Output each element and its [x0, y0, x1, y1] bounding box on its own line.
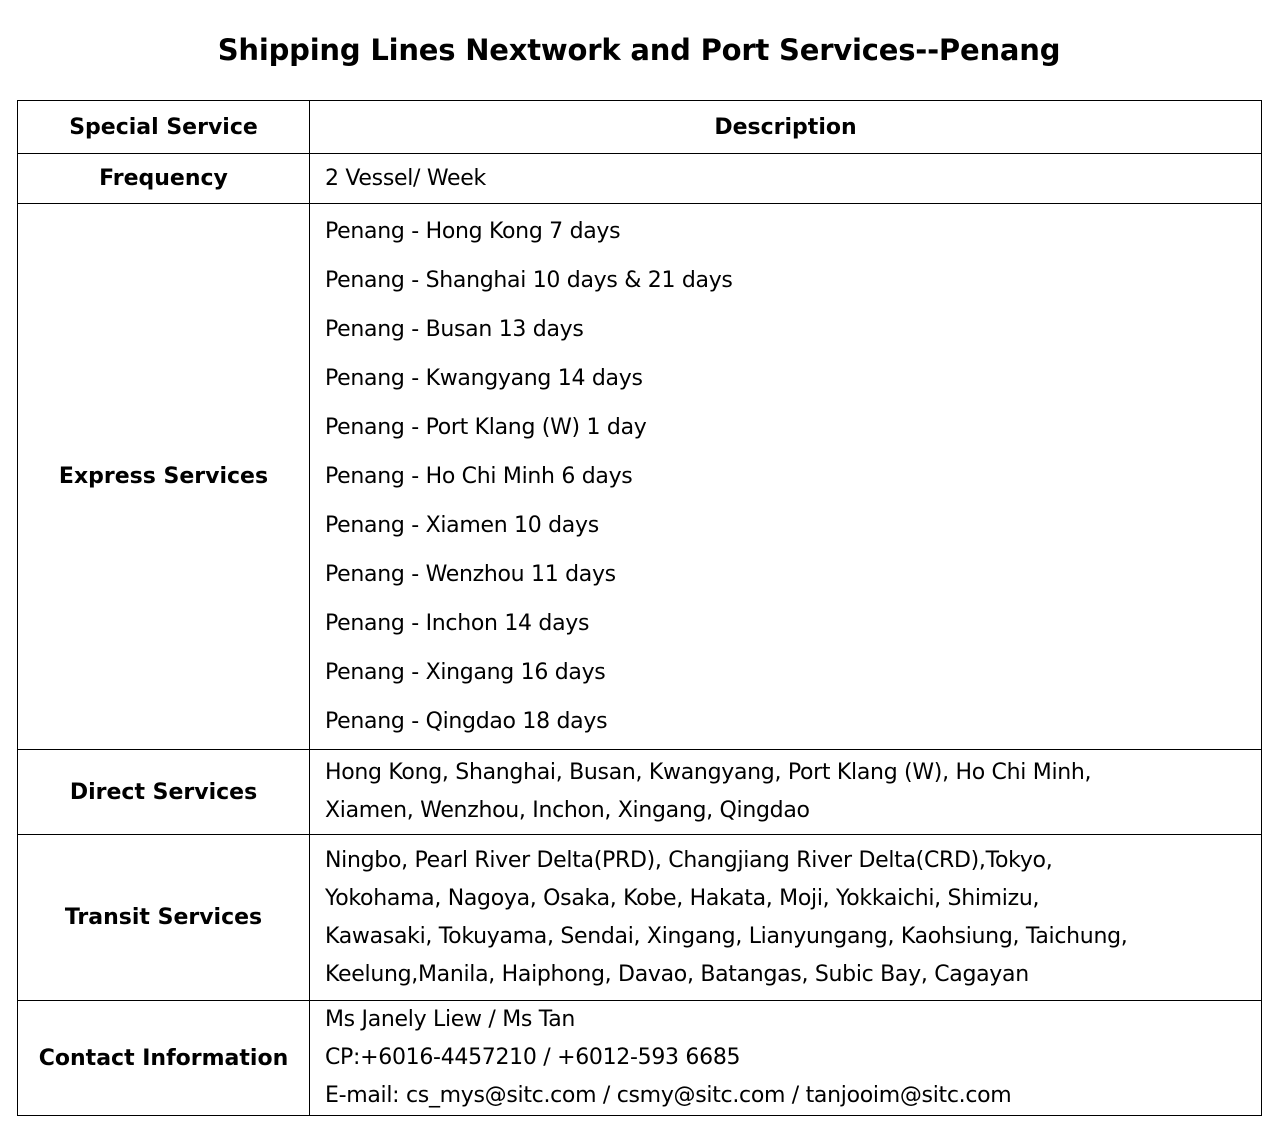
- route-item: Penang - Busan 13 days: [325, 317, 584, 342]
- route-item: Penang - Ho Chi Minh 6 days: [325, 464, 633, 489]
- route-item: Penang - Port Klang (W) 1 day: [325, 415, 647, 440]
- route-item: Penang - Qingdao 18 days: [325, 709, 608, 734]
- header-special-service: Special Service: [18, 101, 310, 154]
- frequency-label: Frequency: [18, 154, 310, 204]
- contact-label: Contact Information: [18, 1001, 310, 1116]
- frequency-text: 2 Vessel/ Week: [325, 166, 486, 191]
- direct-ports: [310, 750, 1262, 835]
- route-item: Penang - Xingang 16 days: [325, 660, 606, 685]
- frequency-value: [310, 154, 1262, 204]
- table-row-express: [18, 204, 1262, 750]
- route-item: Penang - Xiamen 10 days: [325, 513, 599, 538]
- table-row-transit: [18, 835, 1262, 1001]
- route-item: Penang - Wenzhou 11 days: [325, 562, 616, 587]
- table-row-frequency: [18, 154, 1262, 204]
- route-item: Penang - Kwangyang 14 days: [325, 366, 643, 391]
- transit-ports-line: Yokohama, Nagoya, Osaka, Kobe, Hakata, Moji, Yokkaichi, Shimizu,: [325, 885, 1040, 911]
- route-item: Penang - Inchon 14 days: [325, 611, 590, 636]
- express-routes: [310, 204, 1262, 750]
- header-description: Description: [310, 101, 1262, 154]
- transit-ports: [310, 835, 1262, 1001]
- table-row-direct: [18, 750, 1262, 835]
- route-item: Penang - Hong Kong 7 days: [325, 219, 621, 244]
- route-item: Penang - Shanghai 10 days & 21 days: [325, 268, 733, 293]
- transit-ports-line: Kawasaki, Tokuyama, Sendai, Xingang, Lianyungang, Kaohsiung, Taichung,: [325, 923, 1128, 949]
- table-row-contact: [18, 1001, 1262, 1116]
- table-header-row: [18, 101, 1262, 154]
- services-table: [17, 100, 1262, 1116]
- contact-email: E-mail: cs_mys@sitc.com / csmy@sitc.com / tanjooim@sitc.com: [325, 1083, 1012, 1108]
- transit-ports-line: Ningbo, Pearl River Delta(PRD), Changjiang River Delta(CRD),Tokyo,: [325, 847, 1053, 873]
- transit-label: Transit Services: [18, 835, 310, 1001]
- direct-ports-line: Hong Kong, Shanghai, Busan, Kwangyang, Port Klang (W), Ho Chi Minh,: [325, 760, 1092, 785]
- direct-ports-line: Xiamen, Wenzhou, Inchon, Xingang, Qingdao: [325, 798, 810, 823]
- contact-names: Ms Janely Liew / Ms Tan: [325, 1007, 576, 1032]
- express-label: Express Services: [18, 204, 310, 750]
- direct-label: Direct Services: [18, 750, 310, 835]
- transit-ports-line: Keelung,Manila, Haiphong, Davao, Batangas, Subic Bay, Cagayan: [325, 961, 1029, 987]
- contact-phone: CP:+6016-4457210 / +6012-593 6685: [325, 1045, 741, 1070]
- page-title: Shipping Lines Nextwork and Port Services--Penang: [217, 33, 1061, 67]
- contact-details: [310, 1001, 1262, 1116]
